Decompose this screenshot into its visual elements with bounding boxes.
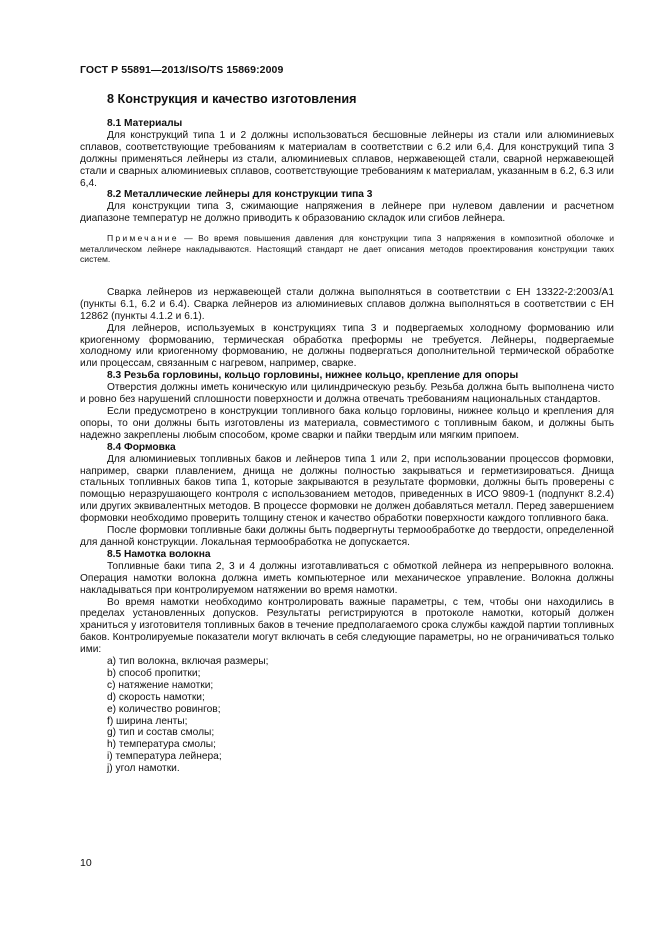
paragraph: Для конструкции типа 3, сжимающие напряжения в лейнере при нулевом давлении и расчетном диапазоне температур не должно приводить к образованию складок или сгибов лейнера. [80,201,614,225]
paragraph: Отверстия должны иметь коническую или цилиндрическую резьбу. Резьба должна быть выполнена чисто и ровно без нарушений сплошности поверхности и должна отвечать требованиям национальных стандартов. [80,382,614,406]
list-item: g) тип и состав смолы; [107,727,215,739]
parameter-list [80,656,614,775]
paragraph: Топливные баки типа 2, 3 и 4 должны изготавливаться с обмоткой лейнера из непрерывного волокна. Операция намотки волокна должна иметь компьютерное или механическое управление. Волокна должны накладываться при контролируемом натяжении во время намотки. [80,560,614,596]
paragraph: После формовки топливные баки должны быть подвергнуты термообработке до твердости, определенной для данной конструкции. Локальная термообработка не допускается. [80,525,614,548]
list-item: a) тип волокна, включая размеры; [107,656,269,668]
note-label: Примечание [107,233,179,244]
paragraph: Сварка лейнеров из нержавеющей стали должна выполняться в соответствии с ЕН 13322-2:2003/А1 (пункты 6.1, 6.2 и 6.4). Сварка лейнеров из алюминиевых сплавов должна выполняться в соответствии с ЕН 12862 (пункты 4.1.2 и 6.1). [80,286,614,322]
list-item: b) способ пропитки; [107,667,201,679]
paragraph: Во время намотки необходимо контролировать важные параметры, с тем, чтобы они находились в пределах установленных допусков. Результаты регистрируются в протоколе намотки, который должен храниться у изготовителя топливных баков в течение предполагаемого срока службы каждой партии топливных баков. Контролируемые показатели могут включать в себя следующие параметры, но не ограничиваться только ими: [80,596,614,656]
note-text: — Во время повышения давления для конструкции типа 3 напряжения в композитной оболочке и металлическом лейнере накладываются. Настоящий стандарт не дает описания методов проектирования конструкции таких систем. [80,233,614,265]
document-body [80,92,614,775]
subsection-heading-8-3: 8.3 Резьба горловины, кольцо горловины, нижнее кольцо, крепление для опоры [107,370,519,382]
paragraph: Для конструкций типа 1 и 2 должны использоваться бесшовные лейнеры из стали или алюминиевых сплавов, соответствующие требованиям к материалам в соответствии с 6.2 или 6,4. Для конструкций типа 3 должны применяться лейнеры из стали, алюминиевых сплавов, нержавеющей стали, сварной нержавеющей стали и сварных алюминиевых сплавов, соответствующие требованиям к материалам, указанным в 6.2, 6.3 или 6,4. [80,129,614,189]
paragraph: Если предусмотрено в конструкции топливного бака кольцо горловины, нижнее кольцо и крепления для опоры, то они должны быть изготовлены из материала, совместимого с топливным баком, и должны быть надежно закреплены любым способом, кроме сварки и пайки твердым или мягким припоем. [80,406,614,441]
list-item: f) ширина ленты; [107,715,188,727]
subsection-heading-8-4: 8.4 Формовка [107,441,176,453]
list-item: i) температура лейнера; [107,751,222,763]
list-item: j) угол намотки. [107,763,180,775]
note-block [80,233,614,265]
section-title: 8 Конструкция и качество изготовления [107,92,357,106]
page-number: 10 [80,857,92,869]
paragraph: Для лейнеров, используемых в конструкциях типа 3 и подвергаемых холодному формованию или криогенному формованию, термическая обработка преформы не требуется. Лейнеры, подвергаемые холодному или криогенному формованию, не должны подвергаться дополнительной термической обработке или процессам, связанным с нагревом, например, сварке. [80,322,614,370]
list-item: e) количество ровингов; [107,703,221,715]
paragraph: Для алюминиевых топливных баков и лейнеров типа 1 или 2, при использовании процессов формовки, например, сварки плавлением, днища не должны полностью закрываться и герметизироваться. Днища стальных топливных баков типа 1, которые закрываются в результате формовки, должны быть проверены с помощью неразрушающего контроля с использованием методов, приведенных в ИСО 9809-1 (подпункт 8.2.4) или других эквивалентных методов. В процессе формовки не должен добавляться металл. Перед завершением формовки необходимо проверить толщину стенок и качество обработки поверхности каждого топливного бака. [80,453,614,525]
subsection-heading-8-5: 8.5 Намотка волокна [107,548,211,560]
list-item: d) скорость намотки; [107,691,205,703]
list-item: h) температура смолы; [107,739,216,751]
list-item: c) натяжение намотки; [107,679,214,691]
subsection-heading-8-1: 8.1 Материалы [107,118,183,129]
document-header: ГОСТ Р 55891—2013/ISO/TS 15869:2009 [80,64,284,76]
subsection-heading-8-2: 8.2 Металлические лейнеры для конструкции типа 3 [107,189,373,201]
